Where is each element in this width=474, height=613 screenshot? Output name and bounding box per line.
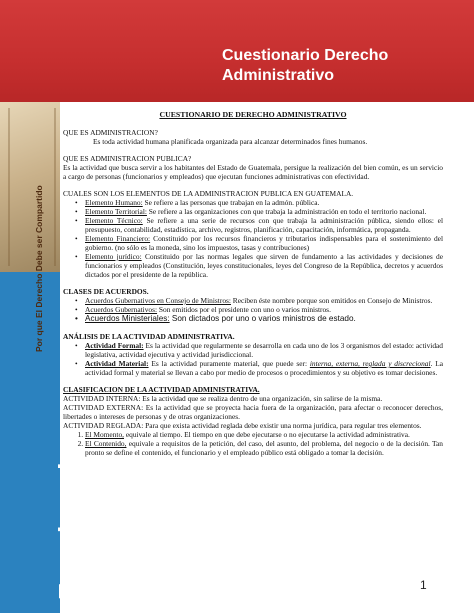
list-item-term: Acuerdos Ministeriales:: [85, 314, 170, 323]
question-1: QUE ES ADMINISTRACION?: [63, 128, 158, 137]
analisis-list: [63, 341, 443, 377]
header-banner: [0, 0, 474, 102]
list-item: [85, 439, 443, 457]
list-item: [85, 314, 443, 324]
list-item-term: Elemento Territorial:: [85, 207, 147, 216]
answer-2: Es la actividad que busca servir a los habitantes del Estado de Guatemala, persigue la realización del bien común, es un servicio a cargo de personas (funcionarios y empleados) que ejecutan funciones administrativas con efectividad.: [63, 163, 443, 181]
list-item-text: Son dictados por uno o varios ministros de estado.: [169, 314, 356, 323]
list-item: [85, 305, 443, 314]
question-4: CLASES DE ACUERDOS.: [63, 287, 149, 296]
sidebar-brand-strip: [0, 102, 83, 613]
list-item-text: Constituido por las normas legales que sirven de fundamento a las actividades y decisiones de funcionarios y empleados (Constitución, leyes constitucionales, leyes del Congreso de la República, decretos y acuerdos dictados por el presidente de la república.: [85, 252, 443, 279]
list-item-term: Actividad Formal:: [85, 341, 144, 350]
list-item: [85, 430, 443, 439]
paragraph-externa: ACTIVIDAD EXTERNA: Es la actividad que se proyecta hacia fuera de la organización, para afectar o reconocer derechos, libertades o intereses de personas y de otras organizaciones.: [63, 403, 443, 421]
list-item-text: Son emitidos por el presidente con uno o varios ministros.: [157, 305, 331, 314]
list-item-term: El Contenido,: [85, 439, 127, 448]
list-item-term: Elemento Financiero:: [85, 234, 151, 243]
list-item-term: Acuerdos Gubernativos en Consejo de Ministros:: [85, 296, 231, 305]
list-item-term: El Momento,: [85, 430, 125, 439]
list-item: [85, 207, 443, 216]
question-3: CUALES SON LOS ELEMENTOS DE LA ADMINISTRACION PUBLICA EN GUATEMALA.: [63, 189, 354, 198]
list-item-term: Elemento jurídico:: [85, 252, 142, 261]
list-item: [85, 252, 443, 279]
list-item-text: Se refiere a las personas que trabajan en la admón. pública.: [142, 198, 320, 207]
list-item-text: Es la actividad puramente material, que puede ser:: [148, 359, 310, 368]
list-item-term: Elemento Humano:: [85, 198, 143, 207]
elementos-list: [63, 198, 443, 279]
paragraph-reglada: ACTIVIDAD REGLADA: Para que exista actividad reglada debe existir una norma jurídica, para regular tres elementos.: [63, 421, 422, 430]
question-5: ANÁLISIS DE LA ACTIVIDAD ADMINISTRATIVA.: [63, 332, 235, 341]
paragraph-interna: ACTIVIDAD INTERNA: Es la actividad que se realiza dentro de una organización, sin salirse de la misma.: [63, 394, 383, 403]
list-item-text: . La actividad formal y material se llevan a cabo por medio de procesos o procedimientos y su objetivo es tomar decisiones.: [85, 359, 443, 377]
sidebar-tagline: Por que El Derecho Debe ser Compartido: [34, 185, 44, 352]
book-image: [0, 102, 60, 272]
list-item-term: Elemento Técnico:: [85, 216, 143, 225]
question-2: QUE ES ADMINISTRACION PUBLICA?: [63, 154, 192, 163]
list-item-term: Actividad Material:: [85, 359, 149, 368]
page-number: 1: [420, 578, 427, 592]
list-item-text: Constituido por los recursos financieros y tributarios indispensables para el sostenimiento del gobierno. (no sólo es la moneda, sino los impuestos, tasas y contribuciones): [85, 234, 443, 252]
document-title: CUESTIONARIO DE DERECHO ADMINISTRATIVO: [159, 110, 347, 119]
list-item-text: Se refiere a las organizaciones con que trabaja la administración en todo el territorio nacional.: [146, 207, 427, 216]
header-title: Cuestionario Derecho Administrativo: [222, 47, 389, 84]
list-item: [85, 216, 443, 234]
list-item: [85, 359, 443, 377]
list-item: [85, 234, 443, 252]
list-item-text: Es la actividad que regularmente se desarrolla en cada uno de los 3 organismos del estado: actividad legislativa, actividad ejecutiva y actividad jurisdiccional.: [85, 341, 443, 359]
list-item: [85, 341, 443, 359]
acuerdos-list: [63, 296, 443, 324]
document-body: [63, 110, 443, 457]
reglada-list: [63, 430, 443, 457]
sidebar-brand: Estuderecho.com: [53, 374, 83, 600]
answer-1: Es toda actividad humana planificada organizada para alcanzar determinados fines humanos.: [93, 137, 368, 146]
list-item: [85, 296, 443, 305]
list-item-text: equivale al tiempo. El tiempo en que debe ejecutarse o no ejecutarse la actividad administrativa.: [124, 430, 410, 439]
list-item-italic: interna, externa, reglada y discrecional: [309, 359, 431, 368]
list-item-text: equivale a requisitos de la petición, del caso, del asunto, del problema, del negocio o de la decisión. Tan pronto se define el contenido, el funcionario y el empleado público está obligado a tomar la decisión.: [85, 439, 443, 457]
list-item: [85, 198, 443, 207]
list-item-text: Reciben éste nombre porque son emitidos en Consejo de Ministros.: [230, 296, 433, 305]
question-6: CLASIFICACION DE LA ACTIVIDAD ADMINISTRATIVA.: [63, 385, 260, 394]
list-item-text: Se refiere a una serie de recursos con que trabaja la administración pública, siendo ellos: el presupuesto, contabilidad, estadística, archivo, registros, planificación, capacitación, informática, propaganda.: [85, 216, 444, 234]
list-item-term: Acuerdos Gubernativos:: [85, 305, 158, 314]
